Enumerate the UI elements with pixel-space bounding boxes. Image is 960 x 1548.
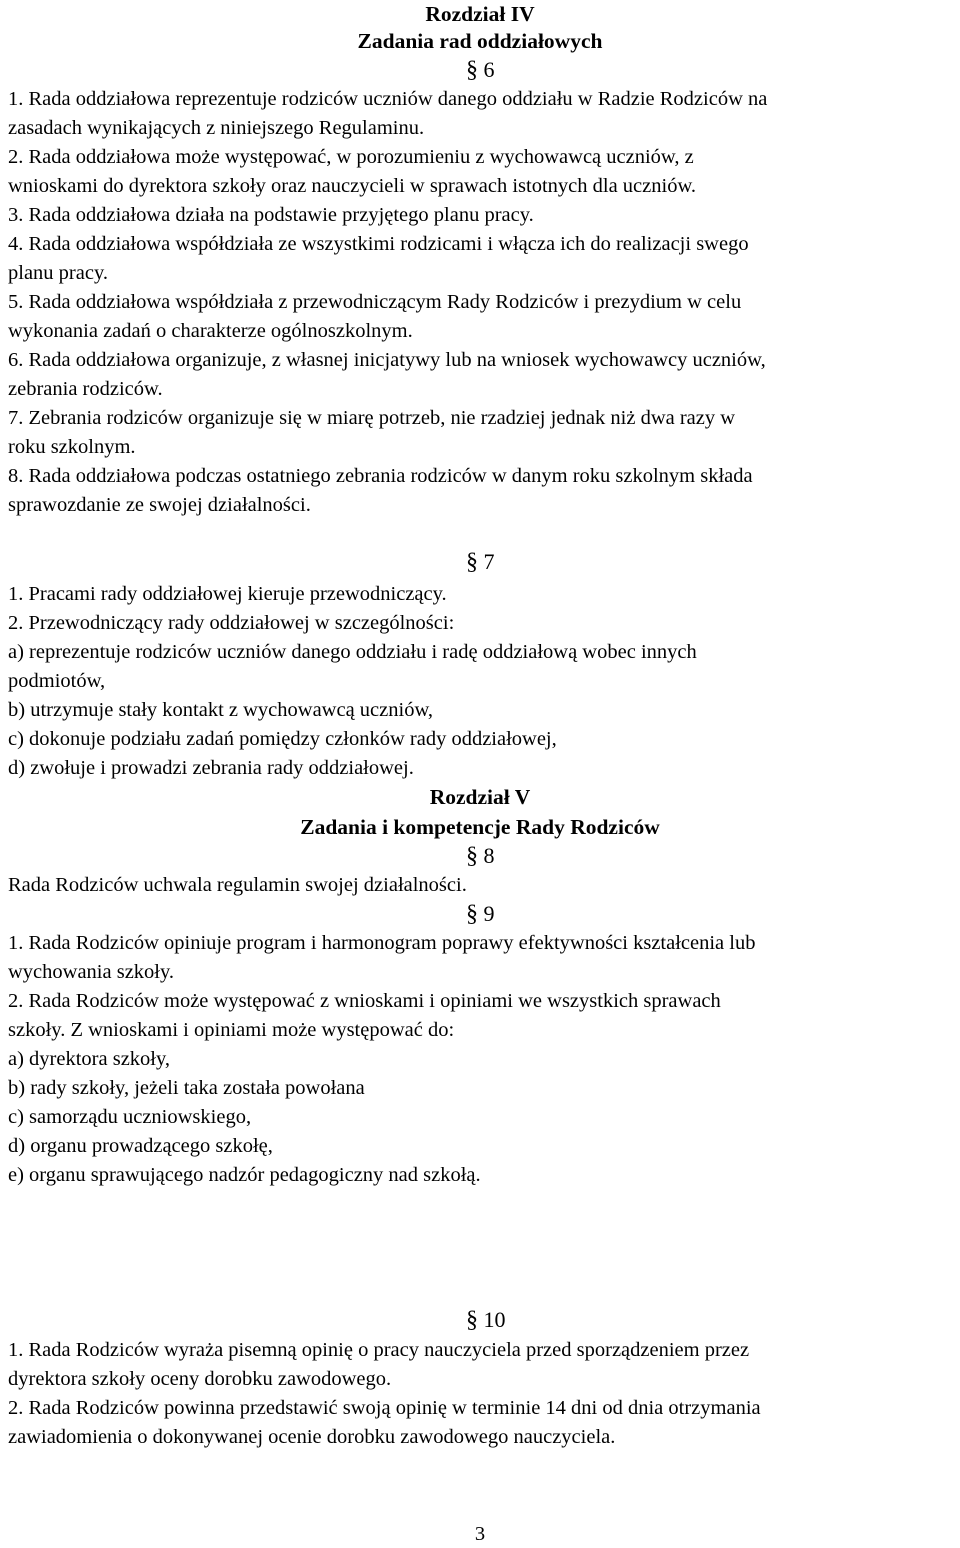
par9-line: 2. Rada Rodziców może występować z wnioskami i opiniami we wszystkich sprawach <box>8 990 721 1012</box>
par10-line: 2. Rada Rodziców powinna przedstawić swoją opinię w terminie 14 dni od dnia otrzymania <box>8 1397 761 1419</box>
chapter-subtitle: Zadania i kompetencje Rady Rodziców <box>300 815 660 839</box>
page-number: 3 <box>474 1523 486 1545</box>
par8-line: Rada Rodziców uchwala regulamin swojej działalności. <box>8 874 467 896</box>
chapter-title: Rozdział IV <box>425 2 535 26</box>
par6-line: 6. Rada oddziałowa organizuje, z własnej inicjatywy lub na wniosek wychowawcy uczniów, <box>8 349 766 371</box>
par6-line: zebrania rodziców. <box>8 378 163 400</box>
par7-line: 2. Przewodniczący rady oddziałowej w szczególności: <box>8 612 455 634</box>
par6-line: wnioskami do dyrektora szkoły oraz nauczycieli w sprawach istotnych dla uczniów. <box>8 175 697 197</box>
par10-line: dyrektora szkoły oceny dorobku zawodowego. <box>8 1368 392 1390</box>
par7-line: c) dokonuje podziału zadań pomiędzy członków rady oddziałowej, <box>8 728 557 750</box>
par9-line: e) organu sprawującego nadzór pedagogiczny nad szkołą. <box>8 1164 481 1186</box>
par7-line: b) utrzymuje stały kontakt z wychowawcą uczniów, <box>8 699 434 721</box>
par10-line: zawiadomienia o dokonywanej ocenie dorobku zawodowego nauczyciela. <box>8 1426 616 1448</box>
chapter-subtitle: Zadania rad oddziałowych <box>357 29 603 53</box>
par7-line: 1. Pracami rady oddziałowej kieruje przewodniczący. <box>8 583 447 605</box>
par6-line: 3. Rada oddziałowa działa na podstawie przyjętego planu pracy. <box>8 204 534 226</box>
par6-line: sprawozdanie ze swojej działalności. <box>8 494 311 516</box>
paragraph-heading-8: § 8 <box>466 843 495 869</box>
par7-line: a) reprezentuje rodziców uczniów danego oddziału i radę oddziałową wobec innych <box>8 641 697 663</box>
par6-line: wykonania zadań o charakterze ogólnoszkolnym. <box>8 320 413 342</box>
par6-line: roku szkolnym. <box>8 436 136 458</box>
par9-line: szkoły. Z wnioskami i opiniami może występować do: <box>8 1019 455 1041</box>
par6-line: 2. Rada oddziałowa może występować, w porozumieniu z wychowawcą uczniów, z <box>8 146 694 168</box>
par6-line: 7. Zebrania rodziców organizuje się w miarę potrzeb, nie rzadziej jednak niż dwa razy w <box>8 407 736 429</box>
par9-line: a) dyrektora szkoły, <box>8 1048 171 1070</box>
par9-line: wychowania szkoły. <box>8 961 175 983</box>
chapter-title: Rozdział V <box>429 785 531 809</box>
paragraph-heading-9: § 9 <box>466 901 495 927</box>
par7-line: d) zwołuje i prowadzi zebrania rady oddziałowej. <box>8 757 414 779</box>
par9-line: c) samorządu uczniowskiego, <box>8 1106 252 1128</box>
paragraph-heading-10: § 10 <box>466 1307 506 1333</box>
par6-line: 1. Rada oddziałowa reprezentuje rodziców uczniów danego oddziału w Radzie Rodziców na <box>8 88 768 110</box>
paragraph-heading-7: § 7 <box>466 549 495 575</box>
par6-line: 8. Rada oddziałowa podczas ostatniego zebrania rodziców w danym roku szkolnym składa <box>8 465 753 487</box>
par6-line: 5. Rada oddziałowa współdziała z przewodniczącym Rady Rodziców i prezydium w celu <box>8 291 742 313</box>
par9-line: b) rady szkoły, jeżeli taka została powołana <box>8 1077 365 1099</box>
par6-line: zasadach wynikających z niniejszego Regulaminu. <box>8 117 425 139</box>
par7-line: podmiotów, <box>8 670 106 692</box>
par6-line: 4. Rada oddziałowa współdziała ze wszystkimi rodzicami i włącza ich do realizacji swego <box>8 233 749 255</box>
par6-line: planu pracy. <box>8 262 108 284</box>
par9-line: d) organu prowadzącego szkołę, <box>8 1135 273 1157</box>
par10-line: 1. Rada Rodziców wyraża pisemną opinię o pracy nauczyciela przed sporządzeniem przez <box>8 1339 750 1361</box>
paragraph-heading-6: § 6 <box>466 57 495 83</box>
par9-line: 1. Rada Rodziców opiniuje program i harmonogram poprawy efektywności kształcenia lub <box>8 932 756 954</box>
